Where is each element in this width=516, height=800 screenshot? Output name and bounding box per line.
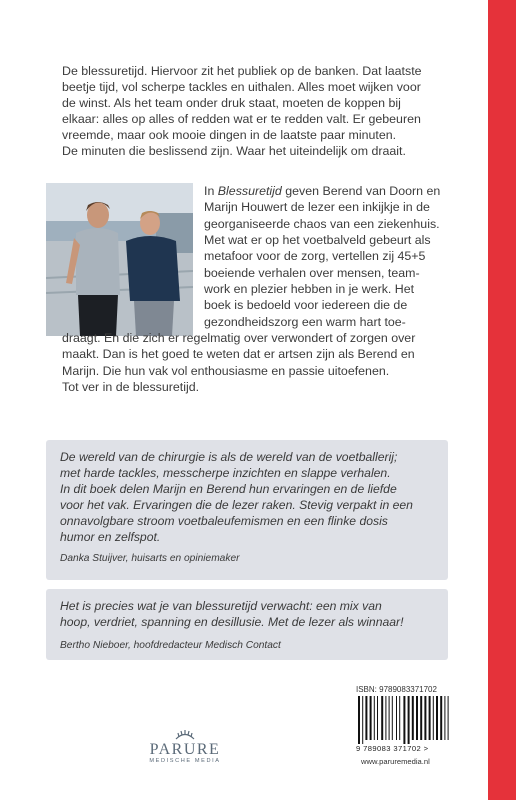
description-line — [204, 183, 466, 199]
quote-line: voor het vak. Ervaringen die de lezer raken. Stevig verpakt in een — [60, 497, 413, 512]
description-line: maakt. Dan is het goed te weten dat er artsen zijn als Berend en — [62, 347, 415, 361]
barcode — [356, 696, 452, 744]
barcode-bar — [424, 696, 426, 740]
barcode-bar — [392, 696, 393, 740]
intro-line: de winst. Als het team onder druk staat, moeten de koppen bij — [62, 96, 401, 111]
description-suffix: geven Berend van Doorn en — [281, 184, 441, 198]
intro-line: beetje tijd, vol scherpe tackles en uithalen. Alles moet wijken voor — [62, 80, 421, 95]
isbn-label: ISBN: 9789083371702 — [356, 685, 437, 694]
barcode-bar — [385, 696, 386, 740]
intro-line: elkaar: alles op alles of redden wat er te redden valt. Er gebeuren — [62, 112, 421, 127]
barcode-bar — [408, 696, 410, 744]
barcode-bar — [403, 696, 405, 744]
leaf-crown-icon — [174, 729, 196, 741]
intro-line: De minuten die beslissend zijn. Waar het uiteindelijk om draait. — [62, 144, 406, 159]
description-paragraph — [62, 183, 466, 394]
description-line: draagt. En die zich er regelmatig over verwondert of zorgen over — [62, 331, 416, 345]
intro-line: De blessuretijd. Hiervoor zit het publiek op de banken. Dat laatste — [62, 64, 422, 78]
description-prefix: In — [204, 184, 218, 198]
quote-line: hoop, verdriet, spanning en desillusie. Met de lezer als winnaar! — [60, 614, 404, 629]
quote-attribution: Bertho Nieboer, hoofdredacteur Medisch Contact — [60, 639, 281, 651]
description-line: gezondheidszorg een warm hart toe- — [204, 314, 406, 329]
intro-line: vreemde, maar ook mooie dingen in de laatste paar minuten. — [62, 128, 397, 143]
author-photo — [46, 183, 193, 336]
publisher-logo — [140, 729, 230, 764]
quote-line: met harde tackles, messcherpe inzichten en slappe verhalen. — [60, 465, 391, 480]
quote-attribution: Danka Stuijver, huisarts en opiniemaker — [60, 553, 240, 565]
barcode-bar — [377, 696, 378, 740]
publisher-name: PARURE — [149, 741, 221, 758]
barcode-bar — [365, 696, 367, 740]
barcode-bar — [436, 696, 438, 740]
review-quote-1 — [46, 440, 448, 580]
barcode-bar — [420, 696, 422, 740]
description-line: work en plezier hebben in je werk. Het — [204, 282, 415, 297]
barcode-bar — [440, 696, 442, 740]
barcode-bar — [362, 696, 363, 744]
barcode-bar — [433, 696, 434, 740]
publisher-url: www.paruremedia.nl — [361, 757, 430, 766]
description-line: Tot ver in de blessuretijd. — [62, 380, 200, 394]
description-line: Marijn Houwert de lezer een inkijkje in de — [204, 200, 430, 215]
quote-line: De wereld van de chirurgie is als de wereld van de voetballerij; — [60, 450, 398, 464]
barcode-bar — [429, 696, 431, 740]
barcode-bar — [374, 696, 375, 740]
barcode-bar — [412, 696, 414, 740]
quote-line: humor en zelfspot. — [60, 529, 161, 544]
description-line: Met wat er op het voetbalveld gebeurt als — [204, 233, 431, 248]
description-line: boeiende verhalen over mensen, team- — [204, 265, 420, 280]
book-title-italic: Blessuretijd — [217, 184, 282, 198]
publisher-subtitle: MEDISCHE MEDIA — [149, 758, 221, 764]
barcode-bar — [396, 696, 397, 740]
isbn-digits: 9 789083 371702 > — [356, 744, 429, 753]
description-line: georganiseerde chaos van een ziekenhuis. — [204, 216, 440, 231]
quote-line: Het is precies wat je van blessuretijd verwacht: een mix van — [60, 599, 382, 613]
barcode-bar — [381, 696, 383, 740]
barcode-bar — [448, 696, 449, 740]
barcode-bar — [389, 696, 390, 740]
description-line: metafoor voor de zorg, vertellen zij 45+5 — [204, 249, 426, 264]
barcode-bar — [399, 696, 400, 740]
barcode-bar — [416, 696, 418, 740]
quote-line: In dit boek delen Marijn en Berend hun ervaringen en de liefde — [60, 481, 397, 496]
description-line: Marijn. Die hun vak vol enthousiasme en passie uitoefenen. — [62, 364, 390, 378]
quote-line: onnavolgbare stroom voetbaleufemismen en een flinke dosis — [60, 513, 388, 528]
review-quote-2 — [46, 589, 448, 660]
barcode-bar — [370, 696, 372, 740]
red-spine-bar — [488, 0, 516, 800]
intro-paragraph — [62, 63, 454, 160]
barcode-bar — [358, 696, 360, 744]
barcode-bar — [444, 696, 445, 740]
description-line: boek is bedoeld voor iedereen die de — [204, 298, 408, 313]
isbn-block — [356, 685, 456, 753]
